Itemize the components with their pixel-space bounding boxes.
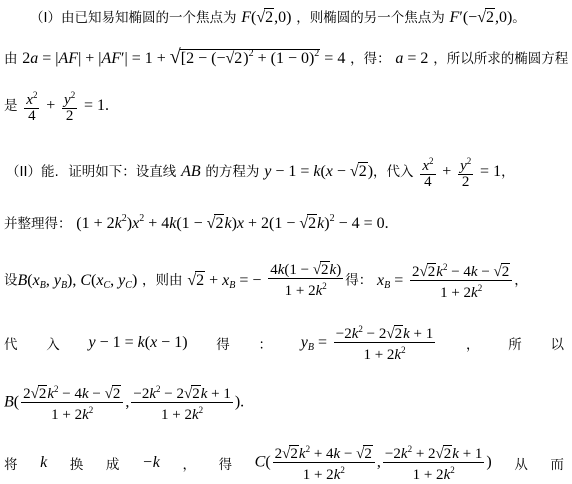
line-part1: [30, 6, 570, 27]
line8: B( $\frac{2√2k^2 - 4k - √2}{1 + 2k^2}$ , $\frac{-2k^2 - 2√2k + 1}{1 + 2k^2}$ ).: [4, 384, 245, 423]
line2-prefix: 由: [4, 51, 18, 67]
line7-w7: 以: [550, 336, 564, 353]
line9-w1: 将: [4, 456, 18, 473]
line9-eq: C( $\frac{2√2k^2 + 4k - √2}{1 + 2k^2}$ , $\frac{-2k^2 + 2√2k + 1}{1 + 2k^2}$ ): [254, 444, 492, 483]
frac-xb: $\frac{2√2k^2 - 4k - √2}{1 + 2k^2}$: [410, 260, 512, 301]
part2-text1: 证明如下：设直线: [68, 164, 177, 180]
part2-text3: ，代入: [373, 164, 414, 180]
line6-mid: ，则由: [142, 272, 183, 289]
line2-suffix: ，所以所求的椭圆方程: [433, 51, 569, 67]
line9-mk: −k: [141, 453, 160, 471]
frac-line6-a: $\frac{4k(1 - √2k)}{1 + 2k^2}$: [270, 261, 342, 299]
line5-prefix: 并整理得：: [4, 216, 72, 232]
part2-end: ，: [501, 164, 515, 180]
line6-prefix: 设: [4, 272, 18, 289]
line9-w2: 换: [69, 456, 84, 473]
part1-end: 。: [512, 10, 526, 26]
line6-end: ，: [514, 272, 528, 289]
line3-prefix: 是: [4, 98, 18, 114]
line2-equation: $2a = |AF| + |AF'| = 1 + √[2 - (-√2)^2 + (1 - 0)^2 = 4$: [22, 46, 346, 68]
line9: [4, 442, 564, 483]
line2-a: a = 2: [395, 50, 429, 67]
line8-eq: B(: [4, 393, 20, 411]
focus2: F′(−√2,0): [449, 9, 513, 26]
line-part2: （II）能. 证明如下：设直线 AB 的方程为 y − 1 = k(x − √2)，代入 $\frac{x^2}{4}$ + $\frac{y^2}{2}$ = 1，: [6, 156, 515, 190]
line7-w3: 得: [216, 336, 230, 353]
line9-w3: 成: [105, 456, 120, 473]
line3-end: .: [105, 97, 110, 114]
part2-eq: y − 1 = k(x − √2): [264, 163, 374, 180]
part2-ab: AB: [181, 163, 201, 180]
line7-w6: 所: [508, 336, 522, 353]
part1-mid: ，则椭圆的另一个焦点为: [296, 10, 445, 26]
line6: 设$B(x_B$, $y_B$), $C(x_C$, $y_C$) ，则由 $√2 + x_B$ = − $\frac{4k(1 - √2k)}{1 + 2k^2}$ 得： $x_B$ = $\frac{2√2k^2 - 4k - √2}{1 + 2k^2}$ ，: [4, 261, 528, 301]
line8-end: .: [240, 393, 245, 411]
line9-w5: 得: [218, 456, 233, 473]
line7-w4: ：: [258, 336, 272, 353]
line7-w5: ，: [465, 336, 480, 353]
part1-label: （I）由已知易知椭圆的一个焦点为: [30, 10, 237, 26]
line2-de: ，得：: [350, 51, 391, 67]
frac-x2-4: $\frac{x^2}{4}$: [26, 90, 38, 124]
focus1: F(√2,0): [241, 9, 292, 26]
part2-text2: 的方程为: [205, 164, 260, 180]
line9-k: k: [40, 453, 48, 471]
line9-w4: ，: [182, 456, 196, 473]
line6-points: $B(x_B$, $y_B$), $C(x_C$, $y_C$): [17, 271, 138, 291]
line2: [4, 46, 572, 69]
line9-w6: 从: [514, 456, 528, 473]
line9-w7: 而: [550, 456, 564, 473]
line7-yb: $y_B$ = $\frac{-2k^2 - 2√2k + 1}{1 + 2k^2}$: [300, 324, 434, 363]
line5-end: .: [384, 215, 389, 232]
line7: [4, 322, 564, 363]
frac-y2-2: $\frac{y^2}{2}$: [64, 90, 76, 124]
line3: 是 $\frac{x^2}{4}$ + $\frac{y^2}{2}$ = 1.: [4, 90, 110, 124]
part2-label: （II）能.: [6, 164, 59, 180]
line5: [4, 212, 572, 233]
line7-w1: 代: [4, 336, 18, 353]
line6-de: 得：: [345, 272, 373, 289]
line7-w2: 入: [46, 336, 60, 353]
line7-eq: y − 1 = k(x − 1): [88, 333, 188, 351]
line5-equation: $(1 + 2k^2)x^2 + 4k(1 - √2k)x + 2(1 - √2k)^2 - 4 = 0$: [76, 213, 385, 232]
